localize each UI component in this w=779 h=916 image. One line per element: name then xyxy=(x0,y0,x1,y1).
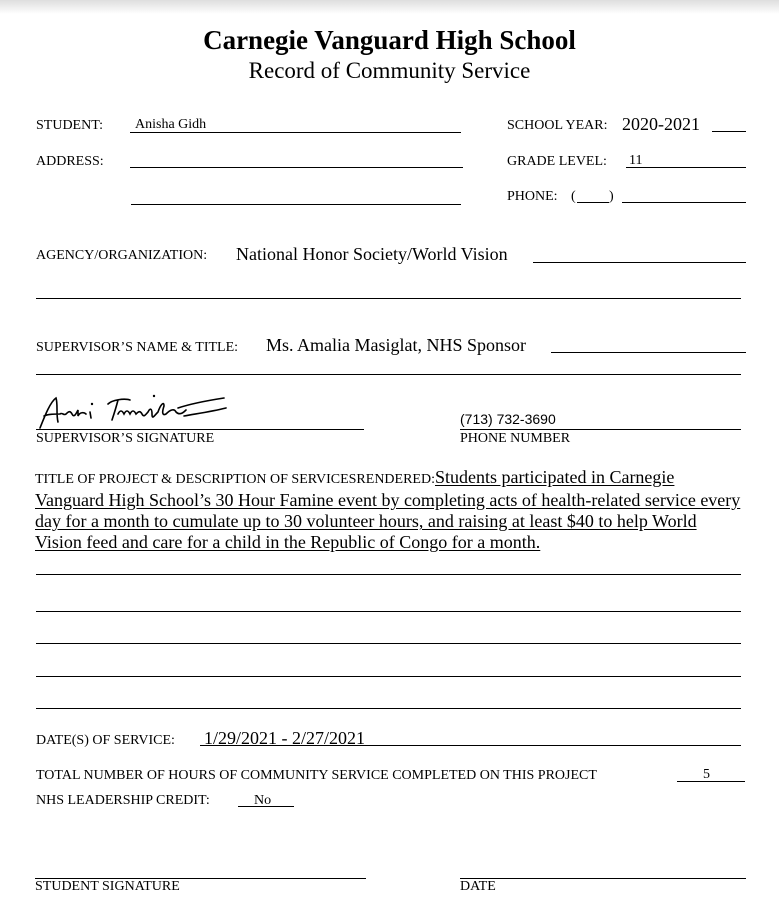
leadership-line xyxy=(238,806,294,807)
address-label: ADDRESS: xyxy=(36,154,104,169)
project-description xyxy=(35,467,747,553)
phone-area-close: ) xyxy=(609,189,614,204)
supervisor-signature-line xyxy=(36,429,364,430)
student-line xyxy=(130,132,461,133)
project-line-5 xyxy=(36,708,741,709)
project-description-label: TITLE OF PROJECT & DESCRIPTION OF SERVICESRENDERED: xyxy=(35,472,435,487)
phone-area-open: ( xyxy=(571,189,576,204)
supervisor-name-label: SUPERVISOR’S NAME & TITLE: xyxy=(36,340,239,355)
grade-level-line xyxy=(626,167,746,168)
leadership-value[interactable]: No xyxy=(254,793,272,808)
supervisor-name-value[interactable]: Ms. Amalia Masiglat, NHS Sponsor xyxy=(266,335,527,355)
supervisor-phone-line xyxy=(460,429,741,430)
supervisor-phone-value[interactable]: (713) 732-3690 xyxy=(460,411,556,427)
student-value[interactable]: Anisha Gidh xyxy=(135,117,207,132)
agency-line xyxy=(533,262,746,263)
hours-line xyxy=(677,781,745,782)
phone-area-line[interactable] xyxy=(577,202,609,203)
grade-level-label: GRADE LEVEL: xyxy=(507,154,607,169)
project-line-3 xyxy=(36,643,741,644)
leadership-label: NHS LEADERSHIP CREDIT: xyxy=(36,793,210,808)
phone-number-line[interactable] xyxy=(622,202,746,203)
date-label: DATE xyxy=(460,879,496,894)
hours-value[interactable]: 5 xyxy=(703,767,710,782)
form-title: Record of Community Service xyxy=(248,58,531,83)
supervisor-name-line-2 xyxy=(36,374,741,375)
school-year-line xyxy=(712,131,746,132)
agency-value[interactable]: National Honor Society/World Vision xyxy=(236,244,508,264)
address-line-1 xyxy=(130,167,463,168)
supervisor-name-line xyxy=(551,352,746,353)
student-label: STUDENT: xyxy=(36,118,103,133)
supervisor-signature-image xyxy=(34,392,234,432)
supervisor-signature-label: SUPERVISOR’S SIGNATURE xyxy=(36,431,215,446)
agency-label: AGENCY/ORGANIZATION: xyxy=(36,248,208,263)
school-year-label: SCHOOL YEAR: xyxy=(507,118,608,133)
project-line-1 xyxy=(36,574,741,575)
dates-label: DATE(S) OF SERVICE: xyxy=(36,733,175,748)
project-line-4 xyxy=(36,676,741,677)
agency-line-2 xyxy=(36,298,741,299)
phone-label: PHONE: xyxy=(507,189,558,204)
school-year-value[interactable]: 2020-2021 xyxy=(622,114,700,134)
hours-label: TOTAL NUMBER OF HOURS OF COMMUNITY SERVICE COMPLETED ON THIS PROJECT xyxy=(36,768,597,783)
top-shadow xyxy=(0,0,779,14)
dates-value[interactable]: 1/29/2021 - 2/27/2021 xyxy=(204,728,365,748)
project-description-value[interactable]: Students participated in Carnegie Vanguard High School’s 30 Hour Famine event by completing acts of health-related service every day for a month to cumulate up to 30 volunteer hours, and raising at least $40 to help World Vision feed and care for a child in the Republic of Congo for a month. xyxy=(35,467,741,552)
dates-line xyxy=(200,745,741,746)
school-name: Carnegie Vanguard High School xyxy=(203,25,576,55)
student-signature-label: STUDENT SIGNATURE xyxy=(35,879,180,894)
address-line-2 xyxy=(131,204,461,205)
grade-level-value[interactable]: 11 xyxy=(629,153,643,168)
date-line[interactable] xyxy=(460,878,746,879)
project-line-2 xyxy=(36,611,741,612)
supervisor-phone-label: PHONE NUMBER xyxy=(460,431,571,446)
